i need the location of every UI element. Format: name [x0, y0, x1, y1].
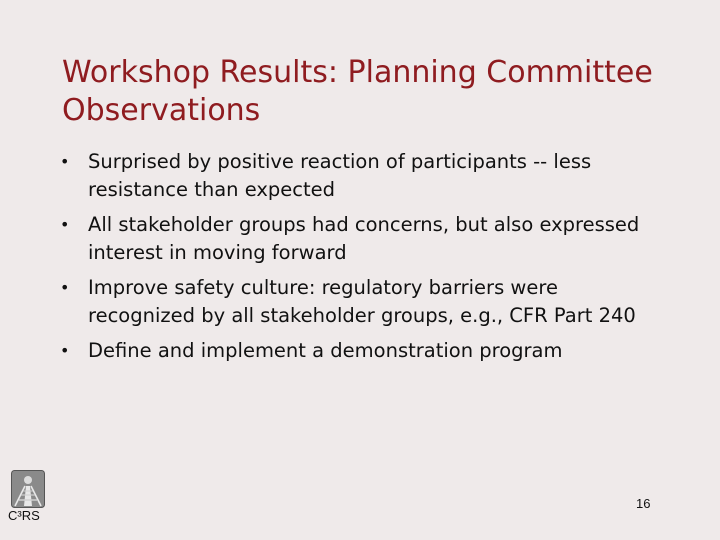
slide-title: [62, 54, 702, 130]
railroad-track-icon: [11, 470, 45, 508]
bullet-item: [60, 337, 660, 365]
slide-title-line-1: Workshop Results: Planning Committee: [62, 55, 653, 90]
bullet-item: [60, 274, 660, 330]
page-number: 16: [636, 496, 651, 511]
slide-title-line-2: Observations: [62, 93, 261, 128]
bullet-text: Surprised by positive reaction of participants -- less resistance than expected: [88, 150, 592, 201]
bullet-item: [60, 148, 660, 204]
bullet-marker: •: [60, 341, 70, 360]
logo-text: C³RS: [8, 508, 40, 523]
bullet-marker: •: [60, 215, 70, 234]
bullet-item: [60, 211, 660, 267]
bullet-marker: •: [60, 278, 70, 297]
c3rs-logo: [8, 470, 48, 528]
bullet-text: Improve safety culture: regulatory barriers were recognized by all stakeholder groups, e.g., CFR Part 240: [88, 276, 636, 327]
bullet-text: Define and implement a demonstration program: [88, 339, 563, 362]
bullet-list: [60, 148, 660, 372]
bullet-text: All stakeholder groups had concerns, but also expressed interest in moving forward: [88, 213, 640, 264]
bullet-marker: •: [60, 152, 70, 171]
